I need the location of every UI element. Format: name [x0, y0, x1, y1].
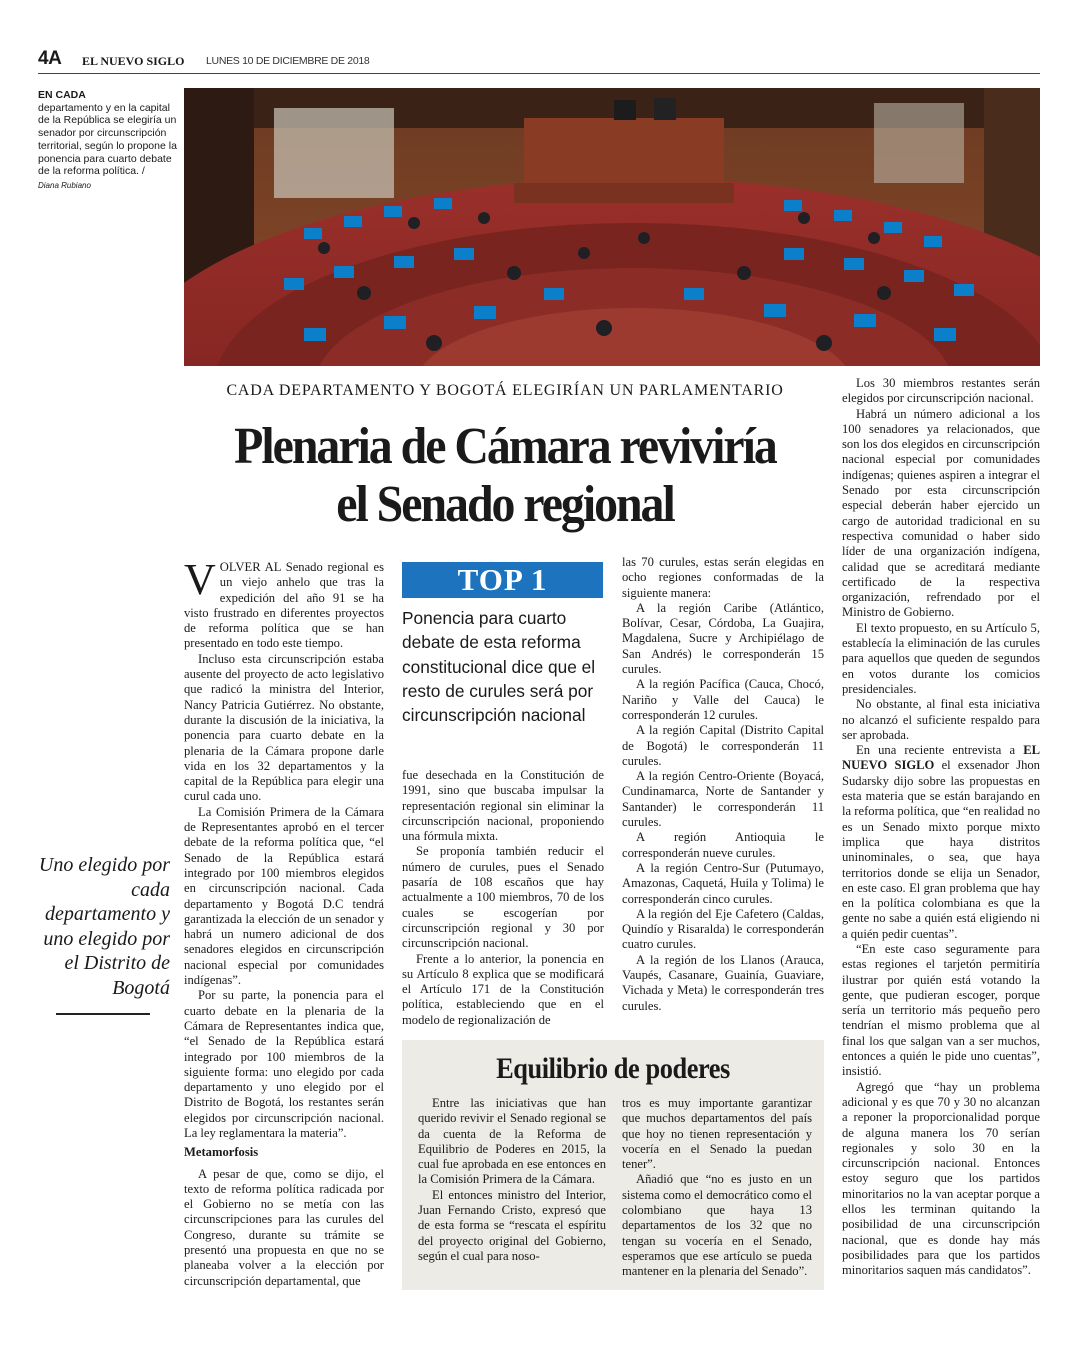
- caption-text: departamento y en la capital de la República se elegiría un senador por circunscripción territorial, según lo propone la ponencia para cuarto debate de la reforma política.: [38, 101, 177, 178]
- sidebar-paragraph: Entre las iniciativas que han querido revivir el Senado regional se da cuenta de la Reforma de Equilibrio de Poderes en 2015, la cual fue aprobada en ese entonces en la Comisión Primera de la Cámara.: [418, 1096, 606, 1187]
- top-badge: TOP 1: [402, 562, 603, 598]
- article-column-3: [622, 555, 824, 1014]
- article-paragraph: Por su parte, la ponencia para el cuarto debate en la plenaria de la Cámara de Representantes indica que, “el Senado de la República estará integrado por 100 miembros de la siguiente forma: uno elegido por cada departamento y uno elegido por el Distrito de Bogotá, los restantes serán elegidos por circunscripción nacional. La ley reglamentara la materia”.: [184, 988, 384, 1140]
- article-paragraph: A la región Centro-Sur (Putumayo, Amazonas, Caquetá, Huila y Tolima) le corresponderán cinco curules.: [622, 860, 824, 906]
- plenary-chamber-image: [184, 88, 1040, 366]
- plenary-photo: [184, 88, 1040, 366]
- caption-slash: /: [138, 165, 145, 178]
- article-paragraph: A la región Centro-Oriente (Boyacá, Cundinamarca, Norte de Santander y Santander) le corresponderán 11 curules.: [622, 769, 824, 830]
- sidebar-paragraph: El entonces ministro del Interior, Juan Fernando Cristo, expresó que de esta forma se “rescata el espíritu del proyecto original del Gobierno, según el cual para noso-: [418, 1187, 606, 1263]
- article-paragraph: “En este caso seguramente para estas regiones el tarjetón permitiría ilustrar por quién está votando la gente, que pudieran escoger, porque sería un territorio más pequeño pero tendrían el mismo problema que al final los que salgan van a ser muchos, entonces a quién le pide uno cuentas”, insistió.: [842, 941, 1040, 1079]
- headline-line-2: el Senado regional: [336, 476, 674, 533]
- article-paragraph: No obstante, al final esta iniciativa no alcanzó el suficiente respaldo para ser aprobada.: [842, 697, 1040, 742]
- caption-lead: EN CADA: [38, 89, 86, 101]
- article-headline: [210, 418, 801, 534]
- article-paragraph: A la región del Eje Cafetero (Caldas, Quindío y Risaralda) le corresponderán cuatro curules.: [622, 906, 824, 952]
- headline-line-1: Plenaria de Cámara reviviría: [234, 418, 776, 475]
- article-paragraph: En una reciente entrevista a EL NUEVO SIGLO el exsenador Jhon Sudarsky dijo sobre las propuestas en esta materia que se están barajando en la reforma política, que “en realidad no es un Senado mixto porque mixto implica que haya distritos uninominales, o sea, que haya territorios donde se elija un Senador, en este caso. El gran problema que hay en la política colombiana es que la gente no sabe a quién está eligiendo ni a quién pedir cuentas”.: [842, 743, 1040, 941]
- sidebar-title: Equilibrio de poderes: [496, 1052, 730, 1085]
- article-column-4: [842, 376, 1040, 1279]
- top-summary: Ponencia para cuarto debate de esta reforma constitucional dice que el resto de curules será por circunscripción nacional: [402, 608, 596, 726]
- article-paragraph: A región Antioquia le corresponderán nueve curules.: [622, 830, 824, 860]
- issue-date: LUNES 10 DE DICIEMBRE DE 2018: [206, 55, 370, 67]
- drop-cap: V: [184, 555, 216, 604]
- article-paragraph: A pesar de que, como se dijo, el texto de reforma política radicada por el Gobierno no se metía con las circunscripciones para las curules del Congreso, durante su trámite se presentó una propuesta en que no se planeaba volver a la elección por circunscripción departamental, que: [184, 1166, 384, 1288]
- photo-caption: [38, 89, 178, 193]
- article-paragraph: VOLVER AL Senado regional es un viejo anhelo que tras la expedición del año 91 se ha visto frustrado en diferentes proyectos de reforma política que se han presentado en todo este tiempo.: [184, 555, 384, 651]
- article-paragraph: Se proponía también reducir el número de curules, pues el Senado pasaría de 108 escaños que hay actualmente a 100 miembros, 70 de los cuales se escogerían por circunscripción regional y 30 por circunscripción nacional.: [402, 844, 604, 951]
- article-paragraph: Agregó que “hay un problema adicional y es que 70 y 30 no alcanzan a reponer la proporcionalidad porque de alguna manera los 70 serían regionales y solo 30 en la circunscripción nacional. Entonces estoy seguro que los partidos minoritarios no la van aceptar porque a ellos les terminan quitando la posibilidad de una circunscripción nacional, que es donde hay más posibilidades para que los partidos minoritarios saquen más candidatos”.: [842, 1079, 1040, 1278]
- article-paragraph: A la región de los Llanos (Arauca, Vaupés, Casanare, Guainía, Guaviare, Vichada y Meta) le corresponderán tres curules.: [622, 952, 824, 1013]
- sidebar-column-2: [622, 1096, 812, 1280]
- page-header: [38, 48, 1040, 74]
- article-paragraph: El texto propuesto, en su Artículo 5, establecía la eliminación de las curules para aquellos que queden de segundos en votos durante los comicios presidenciales.: [842, 620, 1040, 696]
- section-subhead: Metamorfosis: [184, 1145, 259, 1160]
- article-column-2: [402, 768, 604, 1028]
- article-paragraph: La Comisión Primera de la Cámara de Representantes aprobó en el tercer debate de la reforma política que, “el Senado de la República estará integrado por 100 miembros elegidos en circunscripción nacional. Cada departamento y Bogotá D.C tendrá garantizada la elección de un senador y habrá un numero adicional de dos senadores elegidos en circunscripción nacional especial por comunidades indígenas”.: [184, 804, 384, 988]
- article-paragraph: las 70 curules, estas serán elegidas en ocho regiones conformadas de la siguiente manera:: [622, 555, 824, 600]
- article-paragraph: A la región Caribe (Atlántico, Bolívar, Cesar, Córdoba, La Guajira, Magdalena, Sucre y Archipiélago de San Andrés) le corresponderán 15 curules.: [622, 600, 824, 677]
- article-paragraph: A la región Capital (Distrito Capital de Bogotá) le corresponderán 11 curules.: [622, 723, 824, 768]
- article-paragraph: Incluso esta circunscripción estaba ausente del proyecto de acto legislativo que radicó la ministra del Interior, Nancy Patricia Gutiérrez. No obstante, durante la discusión de la iniciativa, la ponencia para cuarto debate en la plenaria de la Cámara propone darle vida en los 32 departamentos y la capital de la República para elegir una curul cada uno.: [184, 651, 384, 804]
- newspaper-name: EL NUEVO SIGLO: [82, 54, 185, 68]
- sidebar-column-1: [418, 1096, 606, 1264]
- article-paragraph: A la región Pacífica (Cauca, Chocó, Nariño y Valle del Cauca) le corresponderán 12 curules.: [622, 677, 824, 722]
- photo-credit: Diana Rubiano: [38, 180, 91, 190]
- newspaper-mention: EL NUEVO SIGLO: [842, 743, 1040, 773]
- page-number: 4A: [38, 48, 62, 69]
- pull-quote-rule: [56, 1013, 150, 1015]
- pull-quote: Uno elegido por cada departamento y uno elegido por el Distrito de Bogotá: [38, 854, 170, 999]
- article-paragraph: Habrá un número adicional a los 100 senadores ya relacionados, que son los dos elegidos en circunscripción nacional especial por comunidades indígenas; quienes aspiren a integrar el Senado por esta circunscripción especial deberán haber ejercido un cargo de autoridad tradicional en su respectiva comunidad o haber sido líder de una organización indígena, calidad que se acreditará mediante certificado de la respectiva organización, refrendado por el Ministro de Gobierno.: [842, 406, 1040, 620]
- sidebar-paragraph: Añadió que “no es justo en un sistema como el democrático como el colombiano que haya 13 departamentos de los 32 que no tengan su vocería en el Senado, esperamos que ese artículo se pueda mantener en la plenaria del Senado”.: [622, 1172, 812, 1279]
- article-paragraph: Los 30 miembros restantes serán elegidos por circunscripción nacional.: [842, 376, 1040, 406]
- article-column-1: [184, 555, 384, 1289]
- article-paragraph: fue desechada en la Constitución de 1991, sino que buscaba impulsar la representación regional sin eliminar la circunscripción nacional, proponiendo una fórmula mixta.: [402, 768, 604, 844]
- article-kicker: CADA DEPARTAMENTO Y BOGOTÁ ELEGIRÍAN UN PARLAMENTARIO: [226, 382, 784, 399]
- sidebar-paragraph: tros es muy importante garantizar que muchos departamentos del país que hoy no tienen representación y vocería en el Senado la puedan tener”.: [622, 1096, 812, 1172]
- article-paragraph: Frente a lo anterior, la ponencia en su Artículo 8 explica que se modificará el Artículo 171 de la Constitución política, estableciendo que en el modelo de regionalización de: [402, 951, 604, 1027]
